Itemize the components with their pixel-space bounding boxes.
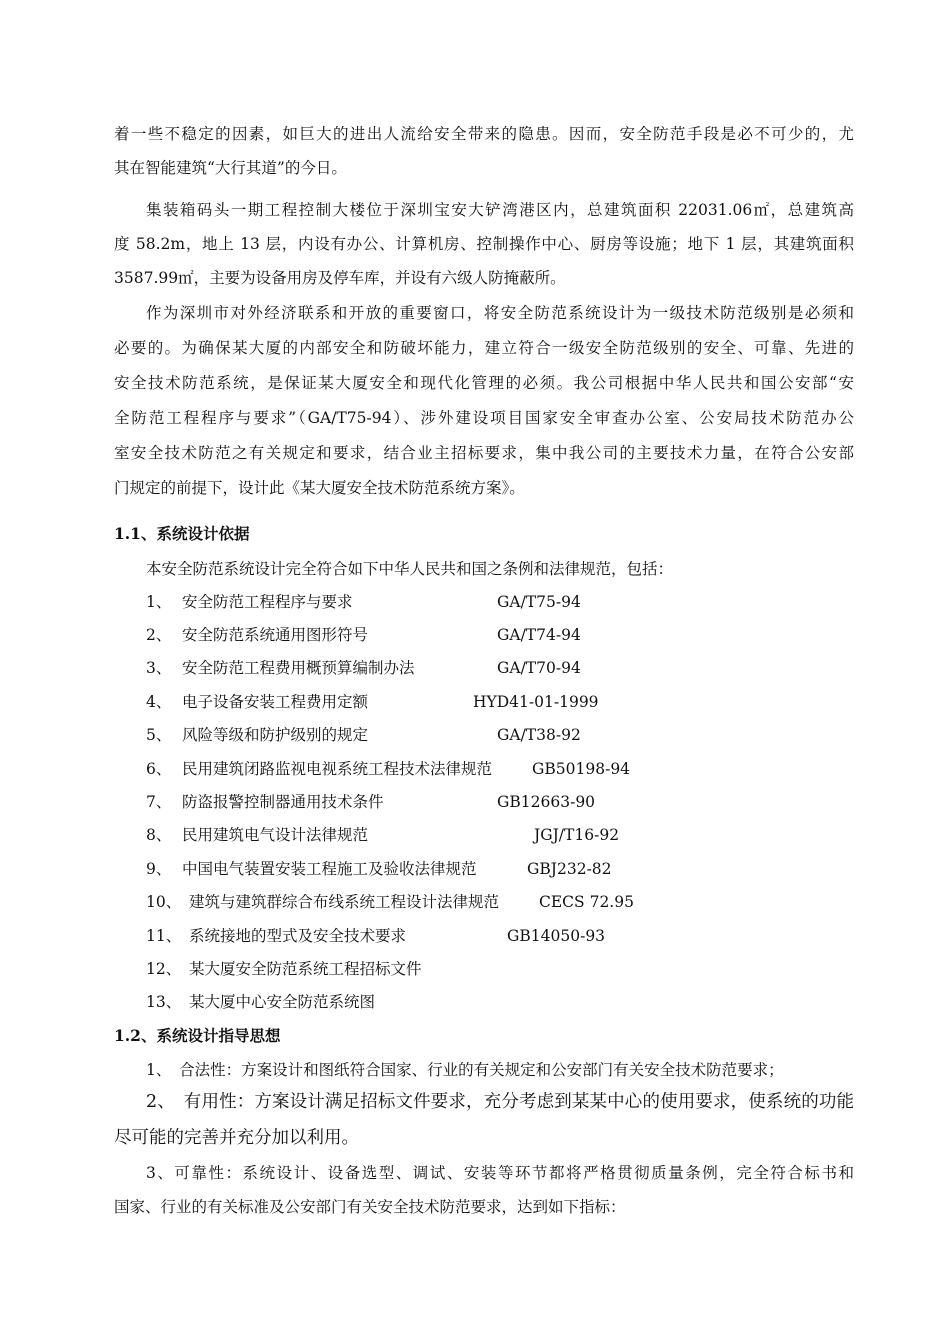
section-1-1-title: 1.1、系统设计依据	[114, 524, 250, 543]
intro-p2-line3: 3587.99㎡，主要为设备用房及停车库，并设有六级人防掩蔽所。	[114, 269, 566, 287]
standard-number: 7、	[146, 793, 172, 811]
standard-title: 民用建筑闭路监视电视系统工程技术法律规范	[182, 760, 493, 778]
principle-usability-line1: 2、 有用性：方案设计满足招标文件要求，充分考虑到某某中心的使用要求，使系统的功能	[146, 1092, 854, 1112]
standard-code: GA/T75-94	[497, 593, 581, 611]
intro-p3-line5: 室安全技术防范之有关规定和要求，结合业主招标要求，集中我公司的主要技术力量，在符合公安部	[114, 444, 854, 462]
standard-title: 安全防范工程程序与要求	[182, 593, 353, 611]
standard-title: 某大厦中心安全防范系统图	[189, 993, 376, 1011]
standard-code: GA/T74-94	[497, 626, 581, 644]
standard-title: 安全防范工程费用概预算编制办法	[182, 659, 415, 677]
standard-title: 安全防范系统通用图形符号	[182, 626, 369, 644]
intro-p1-line2: 其在智能建筑“大行其道”的今日。	[114, 159, 347, 177]
standard-code: GA/T70-94	[497, 659, 581, 677]
intro-p3-line4: 全防范工程程序与要求”（GA/T75-94）、涉外建设项目国家安全审查办公室、公安局技术防范办公	[114, 409, 854, 427]
standard-code: GB50198-94	[532, 760, 631, 778]
intro-p3-line2: 必要的。为确保某大厦的内部安全和防破坏能力，建立符合一级安全防范级别的安全、可靠、先进的	[114, 339, 854, 357]
intro-p3-line3: 安全技术防范系统，是保证某大厦安全和现代化管理的必须。我公司根据中华人民共和国公安部“安	[114, 374, 854, 392]
section-1-1-lead: 本安全防范系统设计完全符合如下中华人民共和国之条例和法律规范，包括：	[146, 560, 674, 578]
principle-reliability-line1: 3、可靠性：系统设计、设备选型、调试、安装等环节都将严格贯彻质量条例，完全符合标书和	[146, 1164, 854, 1182]
intro-p3-line1: 作为深圳市对外经济联系和开放的重要窗口，将安全防范系统设计为一级技术防范级别是必须和	[146, 304, 854, 322]
intro-p1-line1: 着一些不稳定的因素，如巨大的进出人流给安全带来的隐患。因而，安全防范手段是必不可少的，尤	[114, 125, 854, 143]
standard-number: 3、	[146, 659, 172, 677]
standard-code: GBJ232-82	[527, 860, 612, 878]
standard-title: 风险等级和防护级别的规定	[182, 726, 369, 744]
standard-number: 11、	[146, 927, 182, 945]
standard-number: 5、	[146, 726, 172, 744]
intro-p3-line6: 门规定的前提下，设计此《某大厦安全技术防范系统方案》。	[114, 479, 525, 497]
standard-number: 6、	[146, 760, 172, 778]
principle-legality: 1、 合法性：方案设计和图纸符合国家、行业的有关规定和公安部门有关安全技术防范要求；	[146, 1061, 784, 1079]
section-1-2-title: 1.2、系统设计指导思想	[114, 1026, 281, 1045]
standard-number: 4、	[146, 693, 172, 711]
principle-reliability-line2: 国家、行业的有关标准及公安部门有关安全技术防范要求，达到如下指标：	[114, 1198, 626, 1216]
standard-code: JGJ/T16-92	[534, 826, 620, 844]
standard-number: 9、	[146, 860, 172, 878]
standard-title: 民用建筑电气设计法律规范	[182, 826, 369, 844]
intro-p2-line1: 集装箱码头一期工程控制大楼位于深圳宝安大铲湾港区内，总建筑面积 22031.06㎡，总建筑高	[146, 201, 854, 219]
standard-number: 2、	[146, 626, 172, 644]
standard-number: 13、	[146, 993, 182, 1011]
standard-number: 12、	[146, 960, 182, 978]
standard-title: 建筑与建筑群综合布线系统工程设计法律规范	[189, 893, 500, 911]
principle-usability-line2: 尽可能的完善并充分加以利用。	[114, 1128, 359, 1148]
standard-code: CECS 72.95	[539, 893, 634, 911]
standard-title: 某大厦安全防范系统工程招标文件	[189, 960, 422, 978]
standard-title: 系统接地的型式及安全技术要求	[189, 927, 407, 945]
standard-code: GB12663-90	[497, 793, 596, 811]
standard-title: 中国电气装置安装工程施工及验收法律规范	[182, 860, 477, 878]
standard-number: 10、	[146, 893, 182, 911]
standard-number: 1、	[146, 593, 172, 611]
standard-number: 8、	[146, 826, 172, 844]
standard-title: 防盗报警控制器通用技术条件	[182, 793, 384, 811]
standard-code: GB14050-93	[507, 927, 606, 945]
standard-code: HYD41-01-1999	[473, 693, 599, 711]
intro-p2-line2: 度 58.2m，地上 13 层，内设有办公、计算机房、控制操作中心、厨房等设施；地下 1 层，其建筑面积	[114, 235, 854, 253]
standard-title: 电子设备安装工程费用定额	[182, 693, 369, 711]
standard-code: GA/T38-92	[497, 726, 581, 744]
